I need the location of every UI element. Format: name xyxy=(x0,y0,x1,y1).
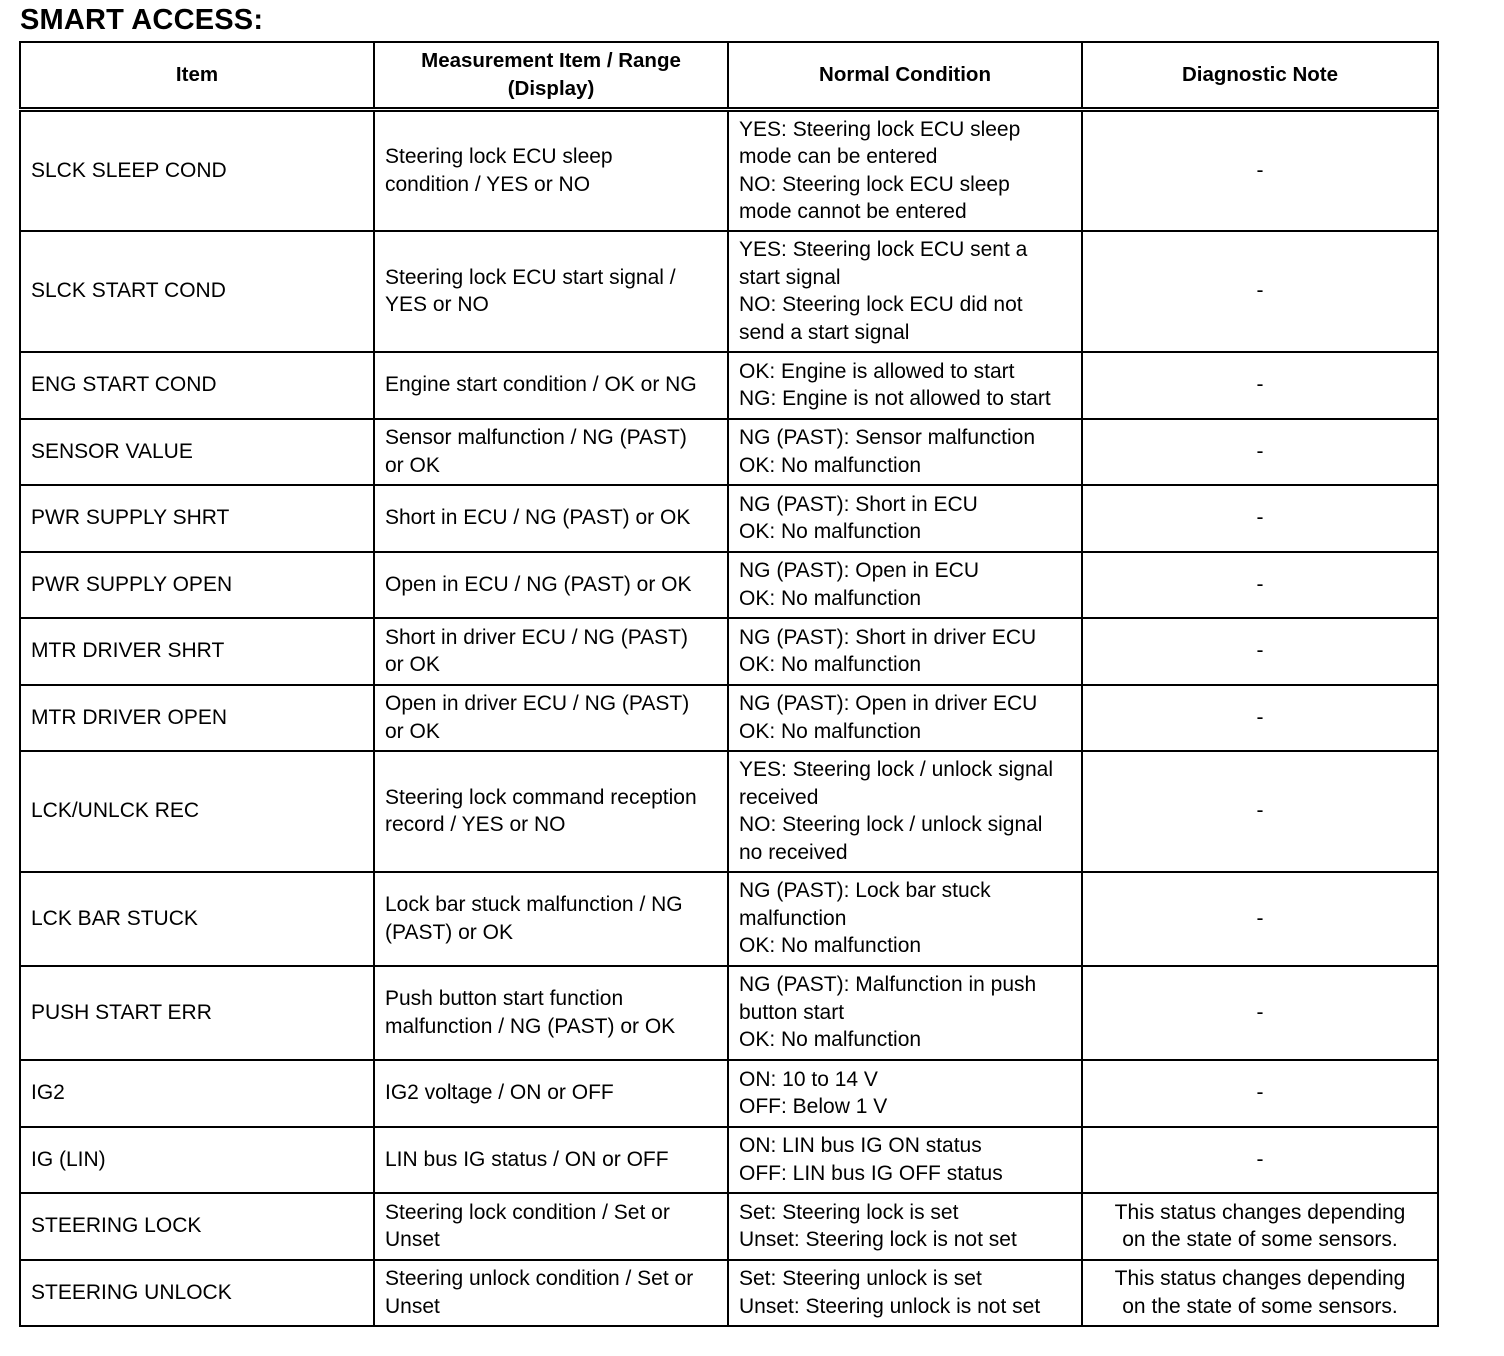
normal-condition-cell xyxy=(728,1127,1082,1193)
measurement-cell-line: malfunction / NG (PAST) or OK xyxy=(385,1014,676,1038)
measurement-cell xyxy=(374,872,728,966)
diagnostic-note-cell xyxy=(1082,1127,1438,1193)
normal-condition-cell-line: NG (PAST): Malfunction in push xyxy=(739,973,1037,997)
diagnostic-note-cell xyxy=(1082,352,1438,419)
measurement-cell-line: Lock bar stuck malfunction / NG xyxy=(385,893,683,916)
normal-condition-cell-line: YES: Steering lock ECU sleep xyxy=(739,117,1021,141)
diagnostic-note-cell-line: - xyxy=(1256,1081,1264,1105)
header-measurement xyxy=(374,42,728,110)
diagnostic-note-cell xyxy=(1082,872,1438,966)
diagnostic-note-cell-line: - xyxy=(1256,639,1264,663)
diagnostic-note-cell xyxy=(1082,618,1438,685)
measurement-cell-line: YES or NO xyxy=(385,293,489,316)
item-cell: IG2 xyxy=(20,1060,374,1127)
diagnostic-note-cell-line: - xyxy=(1256,279,1264,303)
measurement-cell-line: Steering lock ECU start signal / xyxy=(385,265,676,289)
normal-condition-cell xyxy=(728,419,1082,485)
normal-condition-cell xyxy=(728,1193,1082,1260)
measurement-cell-line: Open in driver ECU / NG (PAST) xyxy=(385,692,690,715)
item-cell: SENSOR VALUE xyxy=(20,419,374,485)
normal-condition-cell-line: button start xyxy=(739,1000,845,1024)
item-cell: STEERING UNLOCK xyxy=(20,1260,374,1326)
measurement-cell xyxy=(374,231,728,352)
measurement-cell-line: Steering lock command reception xyxy=(385,785,697,809)
measurement-cell-line: record / YES or NO xyxy=(385,813,566,836)
measurement-cell-line: condition / YES or NO xyxy=(385,172,591,196)
item-cell: PUSH START ERR xyxy=(20,966,374,1060)
diagnostic-note-cell xyxy=(1082,1260,1438,1326)
header-measurement-line2: (Display) xyxy=(507,77,595,100)
normal-condition-cell-line: OFF: LIN bus IG OFF status xyxy=(739,1161,1003,1185)
normal-condition-cell-line: YES: Steering lock ECU sent a xyxy=(739,238,1028,261)
normal-condition-cell-line: NG: Engine is not allowed to start xyxy=(739,387,1051,410)
header-item: Item xyxy=(20,42,374,110)
measurement-cell xyxy=(374,618,728,685)
measurement-cell-line: or OK xyxy=(385,719,440,743)
measurement-cell-line: Sensor malfunction / NG (PAST) xyxy=(385,426,687,449)
normal-condition-cell-line: OK: No malfunction xyxy=(739,586,922,610)
normal-condition-cell-line: YES: Steering lock / unlock signal xyxy=(739,758,1053,781)
diagnostic-note-cell xyxy=(1082,751,1438,872)
diagnostic-note-cell xyxy=(1082,552,1438,618)
normal-condition-cell-line: start signal xyxy=(739,265,841,289)
measurement-cell-line: Unset xyxy=(385,1294,440,1318)
table-row xyxy=(20,618,1438,685)
normal-condition-cell xyxy=(728,751,1082,872)
diagnostic-note-cell xyxy=(1082,419,1438,485)
diagnostic-note-cell-line: - xyxy=(1256,906,1264,930)
normal-condition-cell-line: mode cannot be entered xyxy=(739,200,967,224)
table-body xyxy=(20,110,1438,1326)
diagnostic-note-cell-line: - xyxy=(1256,1147,1264,1171)
normal-condition-cell xyxy=(728,966,1082,1060)
normal-condition-cell-line: Unset: Steering unlock is not set xyxy=(739,1294,1041,1318)
measurement-cell xyxy=(374,1060,728,1127)
measurement-cell-line: Unset xyxy=(385,1228,440,1251)
normal-condition-cell xyxy=(728,1060,1082,1127)
table-row xyxy=(20,751,1438,872)
normal-condition-cell-line: OFF: Below 1 V xyxy=(739,1095,888,1118)
table-row xyxy=(20,485,1438,552)
measurement-cell xyxy=(374,1193,728,1260)
measurement-cell xyxy=(374,110,728,231)
diagnostic-note-cell-line: - xyxy=(1256,799,1264,823)
measurement-cell xyxy=(374,552,728,618)
normal-condition-cell-line: OK: No malfunction xyxy=(739,653,922,676)
measurement-cell-line: Steering lock ECU sleep xyxy=(385,145,613,169)
measurement-cell-line: LIN bus IG status / ON or OFF xyxy=(385,1147,669,1171)
table-row xyxy=(20,1260,1438,1326)
table-row xyxy=(20,352,1438,419)
diagnostic-note-cell xyxy=(1082,685,1438,751)
item-cell: SLCK SLEEP COND xyxy=(20,110,374,231)
measurement-cell-line: Steering unlock condition / Set or xyxy=(385,1267,694,1290)
table-row xyxy=(20,110,1438,231)
normal-condition-cell-line: no received xyxy=(739,840,848,864)
normal-condition-cell-line: mode can be entered xyxy=(739,145,938,169)
item-cell: MTR DRIVER SHRT xyxy=(20,618,374,685)
diagnostic-note-cell-line: on the state of some sensors. xyxy=(1122,1228,1398,1251)
measurement-cell xyxy=(374,966,728,1060)
measurement-cell-line: Open in ECU / NG (PAST) or OK xyxy=(385,572,692,596)
measurement-cell-line: IG2 voltage / ON or OFF xyxy=(385,1081,614,1105)
measurement-cell-line: or OK xyxy=(385,653,440,676)
normal-condition-cell-line: NO: Steering lock ECU did not xyxy=(739,293,1023,316)
measurement-cell xyxy=(374,352,728,419)
table-row xyxy=(20,872,1438,966)
diagnostic-note-cell-line: This status changes depending xyxy=(1114,1267,1406,1290)
header-diagnostic-note: Diagnostic Note xyxy=(1082,42,1438,110)
measurement-cell xyxy=(374,485,728,552)
measurement-cell-line: Push button start function xyxy=(385,987,624,1010)
normal-condition-cell-line: NO: Steering lock / unlock signal xyxy=(739,813,1043,836)
diagnostic-note-cell-line: - xyxy=(1256,705,1264,729)
item-cell: ENG START COND xyxy=(20,352,374,419)
normal-condition-cell-line: OK: No malfunction xyxy=(739,453,922,477)
header-normal-condition: Normal Condition xyxy=(728,42,1082,110)
normal-condition-cell-line: malfunction xyxy=(739,906,847,930)
normal-condition-cell-line: OK: No malfunction xyxy=(739,1028,922,1052)
item-cell: PWR SUPPLY SHRT xyxy=(20,485,374,552)
normal-condition-cell xyxy=(728,872,1082,966)
normal-condition-cell-line: NG (PAST): Short in driver ECU xyxy=(739,625,1037,649)
item-cell: MTR DRIVER OPEN xyxy=(20,685,374,751)
measurement-cell-line: Engine start condition / OK or NG xyxy=(385,373,697,397)
diagnostic-note-cell-line: - xyxy=(1256,439,1264,463)
diagnostic-note-cell xyxy=(1082,1060,1438,1127)
normal-condition-cell-line: NG (PAST): Sensor malfunction xyxy=(739,426,1036,449)
table-row xyxy=(20,419,1438,485)
normal-condition-cell-line: NG (PAST): Open in driver ECU xyxy=(739,692,1038,715)
diagnostic-note-cell xyxy=(1082,966,1438,1060)
table-row xyxy=(20,1193,1438,1260)
measurement-cell-line: or OK xyxy=(385,453,440,477)
normal-condition-cell xyxy=(728,1260,1082,1326)
normal-condition-cell-line: OK: No malfunction xyxy=(739,934,922,958)
measurement-cell xyxy=(374,751,728,872)
header-measurement-line1: Measurement Item / Range xyxy=(421,49,681,72)
data-list-table xyxy=(19,41,1439,1327)
normal-condition-cell-line: ON: LIN bus IG ON status xyxy=(739,1134,982,1157)
item-cell: STEERING LOCK xyxy=(20,1193,374,1260)
normal-condition-cell-line: OK: No malfunction xyxy=(739,719,922,743)
diagnostic-note-cell xyxy=(1082,485,1438,552)
table-row xyxy=(20,1127,1438,1193)
diagnostic-note-cell-line: This status changes depending xyxy=(1114,1200,1406,1224)
normal-condition-cell-line: OK: No malfunction xyxy=(739,520,922,543)
diagnostic-note-cell-line: - xyxy=(1256,373,1264,397)
table-row xyxy=(20,685,1438,751)
normal-condition-cell-line: NG (PAST): Open in ECU xyxy=(739,559,980,582)
diagnostic-note-cell-line: on the state of some sensors. xyxy=(1122,1294,1398,1318)
item-cell: LCK BAR STUCK xyxy=(20,872,374,966)
measurement-cell xyxy=(374,685,728,751)
normal-condition-cell-line: NG (PAST): Lock bar stuck xyxy=(739,879,991,903)
normal-condition-cell-line: received xyxy=(739,785,819,809)
normal-condition-cell-line: Set: Steering lock is set xyxy=(739,1200,959,1224)
table-header-row xyxy=(20,42,1438,110)
page-title: SMART ACCESS: xyxy=(20,4,264,36)
normal-condition-cell xyxy=(728,352,1082,419)
diagnostic-note-cell-line: - xyxy=(1256,159,1264,182)
measurement-cell-line: Steering lock condition / Set or xyxy=(385,1200,670,1224)
normal-condition-cell-line: send a start signal xyxy=(739,320,910,344)
normal-condition-cell-line: OK: Engine is allowed to start xyxy=(739,359,1015,383)
measurement-cell-line: (PAST) or OK xyxy=(385,920,513,944)
normal-condition-cell xyxy=(728,552,1082,618)
item-cell: SLCK START COND xyxy=(20,231,374,352)
normal-condition-cell-line: Unset: Steering lock is not set xyxy=(739,1228,1017,1251)
diagnostic-note-cell-line: - xyxy=(1256,506,1264,530)
measurement-cell xyxy=(374,1127,728,1193)
normal-condition-cell-line: NO: Steering lock ECU sleep xyxy=(739,172,1010,196)
measurement-cell-line: Short in ECU / NG (PAST) or OK xyxy=(385,506,691,530)
normal-condition-cell xyxy=(728,110,1082,231)
diagnostic-note-cell xyxy=(1082,110,1438,231)
item-cell: LCK/UNLCK REC xyxy=(20,751,374,872)
normal-condition-cell xyxy=(728,485,1082,552)
normal-condition-cell xyxy=(728,231,1082,352)
normal-condition-cell-line: Set: Steering unlock is set xyxy=(739,1267,982,1290)
item-cell: IG (LIN) xyxy=(20,1127,374,1193)
diagnostic-note-cell-line: - xyxy=(1256,572,1264,596)
normal-condition-cell-line: ON: 10 to 14 V xyxy=(739,1067,878,1091)
diagnostic-note-cell xyxy=(1082,231,1438,352)
diagnostic-note-cell xyxy=(1082,1193,1438,1260)
measurement-cell xyxy=(374,1260,728,1326)
diagnostic-note-cell-line: - xyxy=(1256,1000,1264,1024)
measurement-cell-line: Short in driver ECU / NG (PAST) xyxy=(385,625,689,649)
table-row xyxy=(20,1060,1438,1127)
table-row xyxy=(20,966,1438,1060)
normal-condition-cell-line: NG (PAST): Short in ECU xyxy=(739,492,978,516)
normal-condition-cell xyxy=(728,685,1082,751)
normal-condition-cell xyxy=(728,618,1082,685)
measurement-cell xyxy=(374,419,728,485)
table-row xyxy=(20,231,1438,352)
table-row xyxy=(20,552,1438,618)
item-cell: PWR SUPPLY OPEN xyxy=(20,552,374,618)
